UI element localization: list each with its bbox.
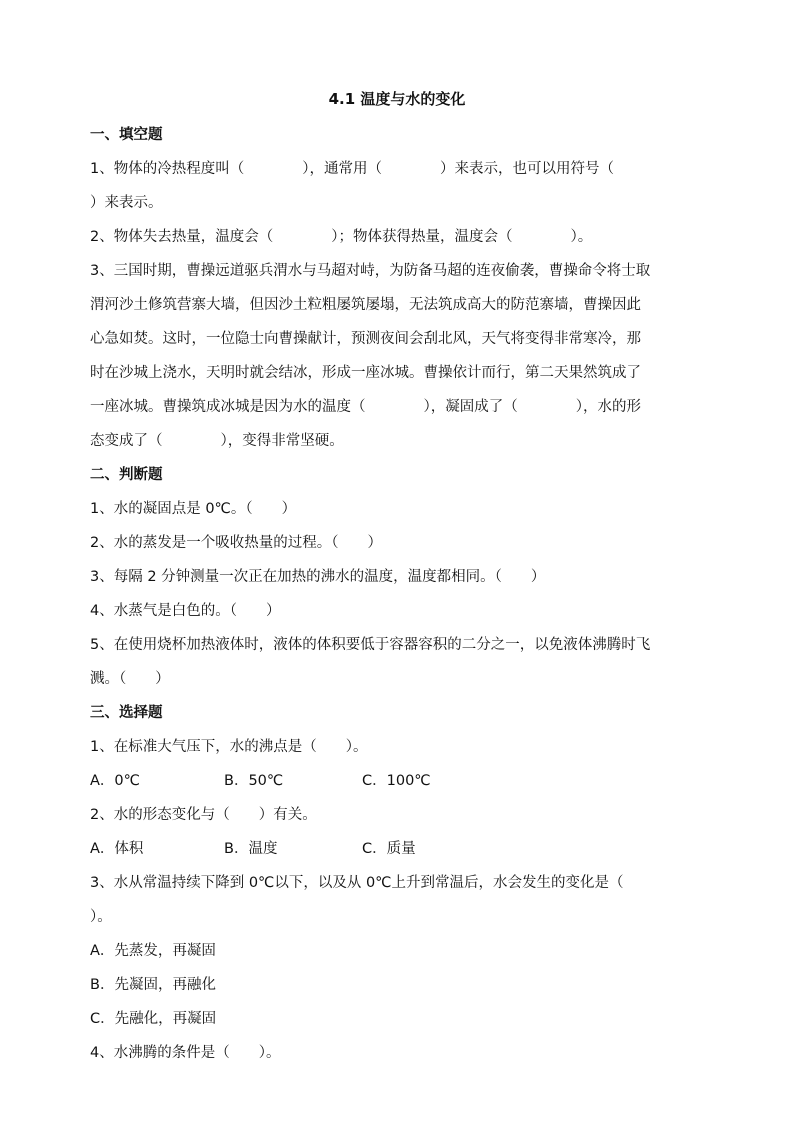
question-text: ）来表示。	[90, 195, 163, 211]
question-text: 溅。（ ）	[90, 671, 170, 687]
option-b: B．温度	[224, 841, 278, 857]
question-text: 心急如焚。这时，一位隐士向曹操献计，预测夜间会刮北风，天气将变得非常寒冷，那	[90, 331, 641, 347]
option-a: A．体积	[90, 841, 144, 857]
option-c: C．先融化，再凝固	[90, 1011, 217, 1027]
question-text: 3、每隔 2 分钟测量一次正在加热的沸水的温度，温度都相同。（ ）	[90, 569, 546, 585]
question-text: 一座冰城。曹操筑成冰城是因为水的温度（ ），凝固成了（ ），水的形	[90, 399, 641, 415]
page-title: 4.1 温度与水的变化	[328, 90, 466, 108]
question-text: 2、水的蒸发是一个吸收热量的过程。（ ）	[90, 535, 382, 551]
question-text: 4、水蒸气是白色的。（ ）	[90, 603, 281, 619]
section-heading-fill-in: 一、填空题	[90, 127, 163, 143]
question-text: 4、水沸腾的条件是（ ）。	[90, 1045, 281, 1061]
section-heading-multiple-choice: 三、选择题	[90, 705, 163, 721]
options-row	[90, 832, 704, 866]
option-c: C．100℃	[362, 773, 431, 789]
question-text: 时在沙城上浇水，天明时就会结冰，形成一座冰城。曹操依计而行，第二天果然筑成了	[90, 365, 641, 381]
option-a: A．0℃	[90, 773, 140, 789]
question-text: 态变成了（ ），变得非常坚硬。	[90, 433, 344, 449]
question-text: 5、在使用烧杯加热液体时，液体的体积要低于容器容积的二分之一，以免液体沸腾时飞	[90, 637, 651, 653]
options-row	[90, 764, 704, 798]
option-b: B．先凝固，再融化	[90, 977, 216, 993]
question-text: 2、物体失去热量，温度会（ ）；物体获得热量，温度会（ ）。	[90, 229, 593, 245]
question-text: ）。	[90, 909, 112, 925]
option-b: B．50℃	[224, 773, 284, 789]
question-text: 1、水的凝固点是 0℃。（ ）	[90, 501, 297, 517]
worksheet-page	[90, 84, 704, 1070]
section-heading-true-false: 二、判断题	[90, 467, 163, 483]
option-c: C．质量	[362, 841, 416, 857]
question-text: 3、三国时期，曹操远道驱兵渭水与马超对峙，为防备马超的连夜偷袭，曹操命令将士取	[90, 263, 651, 279]
question-text: 1、在标准大气压下，水的沸点是（ ）。	[90, 739, 368, 755]
question-text: 渭河沙土修筑营寨大墙，但因沙土粒粗屡筑屡塌，无法筑成高大的防范寨墙，曹操因此	[90, 297, 641, 313]
question-text: 3、水从常温持续下降到 0℃以下，以及从 0℃上升到常温后，水会发生的变化是（	[90, 875, 624, 891]
question-text: 2、水的形态变化与（ ）有关。	[90, 807, 317, 823]
question-text: 1、物体的冷热程度叫（ ），通常用（ ）来表示，也可以用符号（	[90, 161, 614, 177]
option-a: A．先蒸发，再凝固	[90, 943, 216, 959]
